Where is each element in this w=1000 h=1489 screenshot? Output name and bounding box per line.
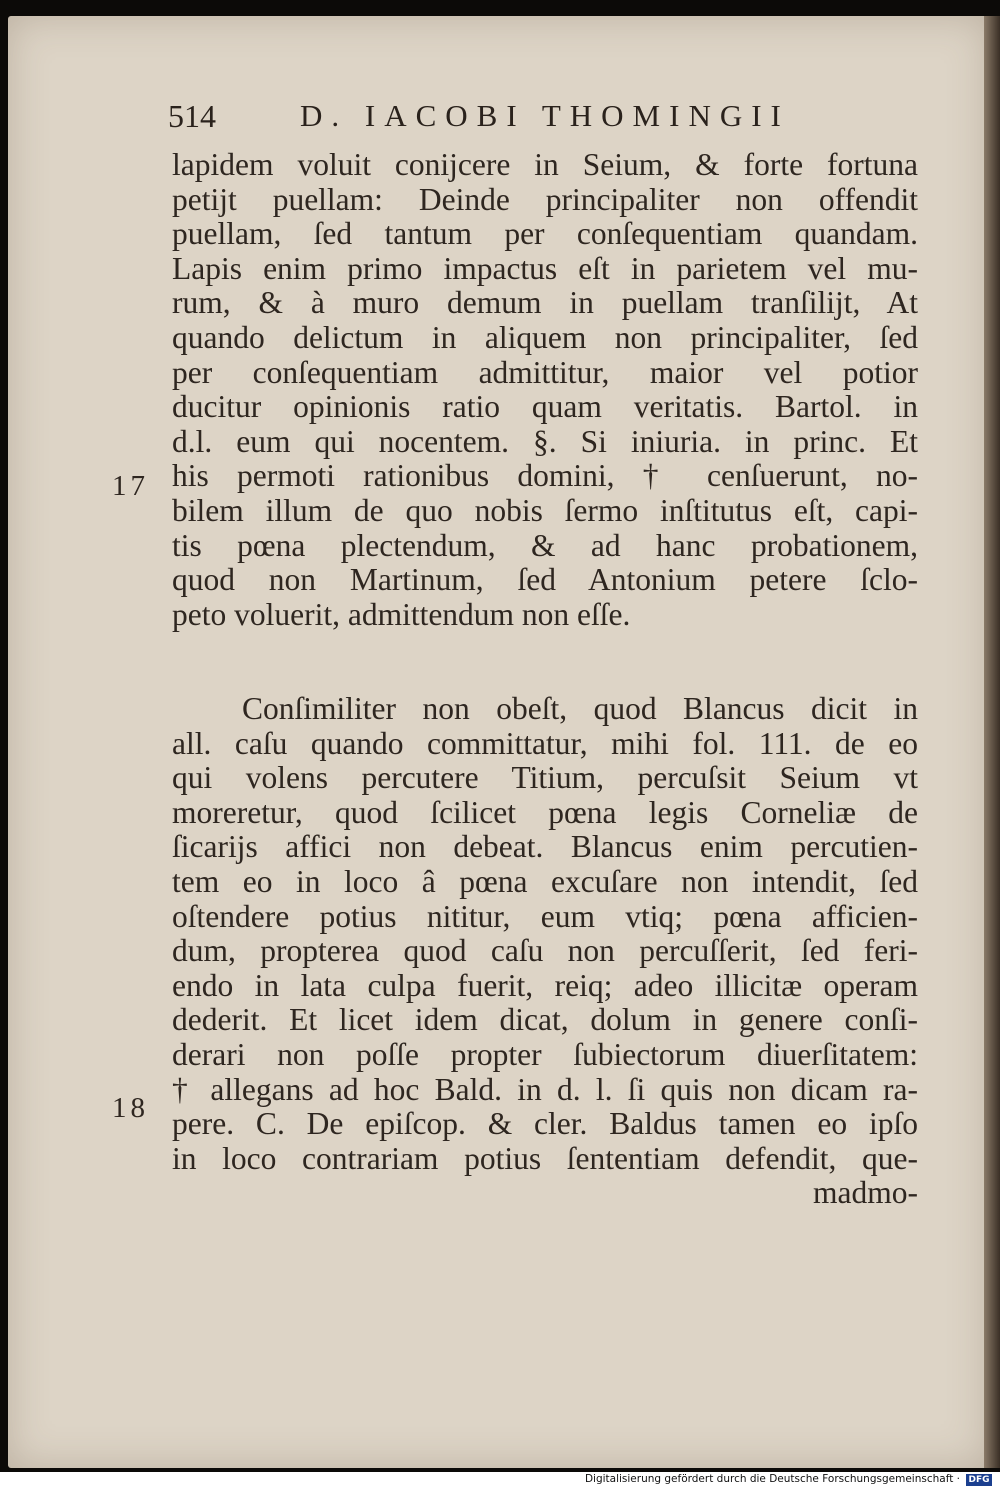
text-line: Conſimiliter non obeſt, quod Blancus dicit in [242,691,918,726]
text-line: derari non poſſe propter ſubiectorum diuerſitatem: [172,1036,918,1072]
margin-number-18: 18 [112,1092,149,1124]
page-number: 514 [168,98,216,134]
text-line: † allegans ad hoc Bald. in d. l. ſi quis non dicam ra- [172,1071,918,1107]
text-line: dederit. Et licet idem dicat, dolum in genere conſi- [172,1002,918,1038]
running-title: D. IACOBI THOMINGII [300,98,790,133]
text-line: quod non Martinum, ſed Antonium petere ſclo- [172,562,918,598]
text-line: his permoti rationibus domini, † cenſuerunt, no- [172,458,918,494]
dfg-logo: DFG [966,1474,992,1486]
margin-number-17: 17 [112,470,149,502]
text-line: dum, propterea quod caſu non percuſſerit, ſed feri- [172,933,918,969]
funding-notice: Digitalisierung gefördert durch die Deutsche Forschungsgemeinschaft · [584,1473,960,1485]
text-line: ducitur opinionis ratio quam veritatis. Bartol. in [172,389,918,425]
text-line: rum, & à muro demum in puellam tranſilijt, At [172,285,918,321]
text-line: Lapis enim primo impactus eſt in parietem vel mu- [172,250,918,286]
paragraph-2 [172,692,918,1211]
page-edge [984,16,1000,1468]
text-line: puellam, ſed tantum per conſequentiam quandam. [172,216,918,252]
text-line: ſicarijs affici non debeat. Blancus enim percutien- [172,829,918,865]
text-line: in loco contrariam potius ſententiam defendit, que- [172,1140,918,1176]
text-line: tem eo in loco â pœna excuſare non intendit, ſed [172,863,918,899]
text-line: pere. C. De epiſcop. & cler. Baldus tamen eo ipſo [172,1106,918,1142]
text-line: bilem illum de quo nobis ſermo inſtitutus eſt, capi- [172,492,918,528]
text-line: d.l. eum qui nocentem. §. Si iniuria. in princ. Et [172,423,918,459]
text-line: peto voluerit, admittendum non eſſe. [172,596,631,632]
paragraph-1 [172,148,918,632]
text-line: oſtendere potius nititur, eum vtiq; pœna afficien- [172,898,918,934]
text-line: qui volens percutere Titium, percuſsit Seium vt [172,760,918,796]
catchword: madmo- [813,1175,918,1211]
text-line: endo in lata culpa fuerit, reiq; adeo illicitæ operam [172,967,918,1003]
text-line: tis pœna plectendum, & ad hanc probationem, [172,527,918,563]
text-line: petijt puellam: Deinde principaliter non offendit [172,181,918,217]
footer-bar [0,1472,1000,1489]
text-line: per conſequentiam admittitur, maior vel potior [172,354,918,390]
text-line: lapidem voluit coniјcere in Seium, & forte fortuna [172,147,918,182]
running-header [168,98,928,142]
text-line: quando delictum in aliquem non principaliter, ſed [172,319,918,355]
text-line: moreretur, quod ſcilicet pœna legis Corneliæ de [172,794,918,830]
text-line: all. caſu quando committatur, mihi fol. 111. de eo [172,725,918,761]
